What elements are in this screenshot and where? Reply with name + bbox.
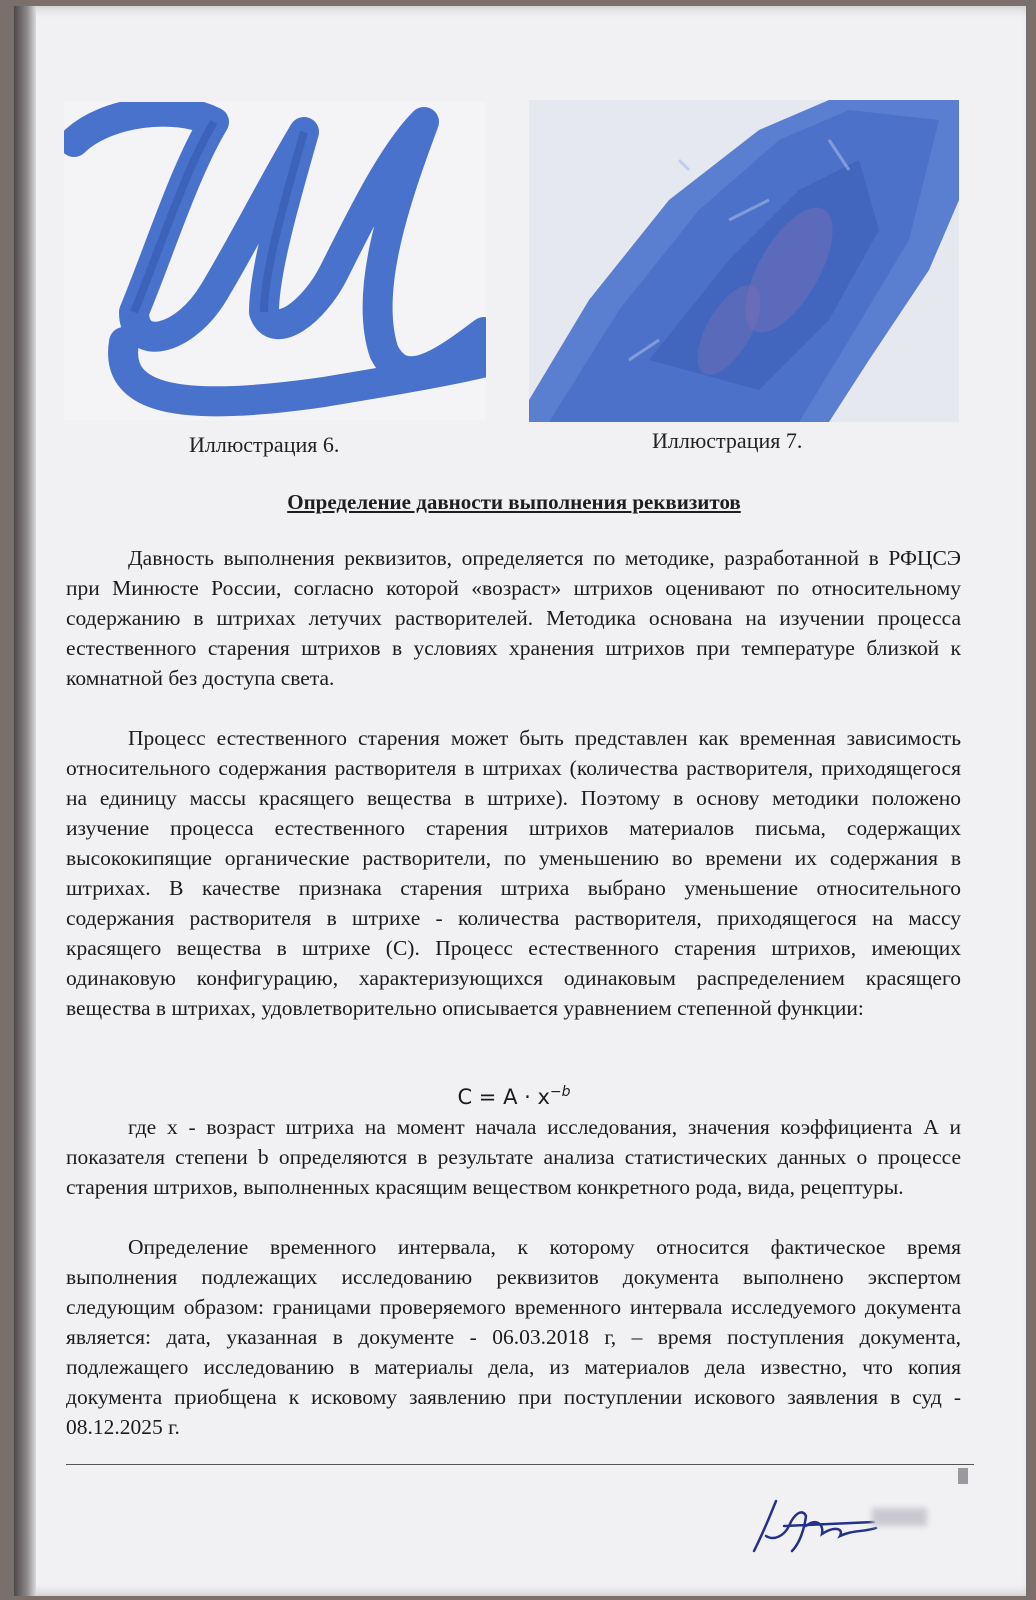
formula-base: C = A · x	[457, 1085, 550, 1109]
paragraph-3-text: где x - возраст штриха на момент начала исследования, значения коэффициента А и показателя степени b определяются в результате анализа статистических данных о процессе старения штрихов, выполненных красящим веществом конкретного рода, вида, рецептуры.	[66, 1115, 961, 1199]
paragraph-4-text: Определение временного интервала, к которому относится фактическое время выполнения подлежащих исследованию реквизитов документа выполнено экспертом следующим образом: границами проверяемого временного интервала исследуемого документа является: дата, указанная в документе - 06.03.2018 г, – время поступления документа, подлежащего исследованию в материалы дела, из материалов дела известно, что копия документа приобщена к исковому заявлению при поступлении искового заявления в суд - 08.12.2025 г.	[66, 1235, 961, 1439]
corner-mark	[958, 1468, 968, 1484]
paragraph-4	[66, 1232, 961, 1442]
paragraph-1	[66, 543, 961, 693]
handwritten-signature	[744, 1496, 884, 1556]
illustration-7-photo	[529, 100, 959, 422]
section-heading: Определение давности выполнения реквизитов	[287, 490, 741, 514]
paragraph-2	[66, 723, 961, 1023]
illustration-7-caption: Иллюстрация 7.	[652, 428, 803, 453]
formula-exponent: −b	[549, 1084, 571, 1100]
paragraph-2-text: Процесс естественного старения может быть представлен как временная зависимость относительного содержания растворителя в штрихах (количества растворителя, приходящегося на единицу массы красящего вещества в штрихе). Поэтому в основу методики положено изучение процесса естественного старения штрихов материалов письма, содержащих высококипящие органические растворители, по уменьшению во времени их содержания в штрихах. В качестве признака старения штриха выбрано уменьшение относительного содержания растворителя в штрихе - количества растворителя, приходящегося на массу красящего вещества в штрихе (С). Процесс естественного старения штрихов, имеющих одинаковую конфигурацию, характеризующихся одинаковым распределением красящего вещества в штрихах, удовлетворительно описывается уравнением степенной функции:	[66, 726, 961, 1020]
power-function-formula	[14, 1084, 1014, 1109]
redacted-name	[872, 1508, 927, 1526]
illustration-6-caption: Иллюстрация 6.	[189, 432, 340, 457]
book-spine-shadow	[14, 6, 36, 1596]
paragraph-3	[66, 1112, 961, 1202]
illustration-6-photo	[64, 102, 486, 420]
document-page	[14, 6, 1026, 1596]
footer-divider	[66, 1464, 974, 1465]
paragraph-1-text: Давность выполнения реквизитов, определяется по методике, разработанной в РФЦСЭ при Минюсте России, согласно которой «возраст» штрихов оценивают по относительному содержанию в штрихах летучих растворителей. Методика основана на изучении процесса естественного старения штрихов в условиях хранения штрихов при температуре близкой к комнатной без доступа света.	[66, 546, 961, 690]
